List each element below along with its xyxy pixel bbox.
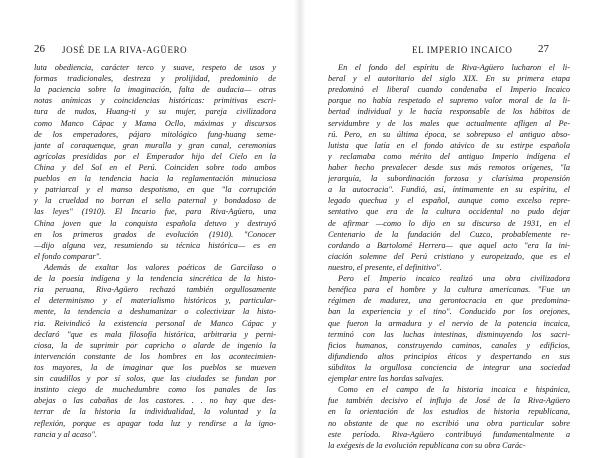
text-line: jerarquía, la subordinación forzosa y clarísima propensión <box>328 174 570 184</box>
text-line: en la orientación de los estudios de historia republicana, <box>328 407 570 417</box>
text-line: pueblos en la tendencia hacia la reglamentación minuciosa <box>34 174 276 184</box>
text-line: sentativo que era de la cultura occidental no pudo dejar <box>328 207 570 217</box>
text-line: fue también decisivo el influjo de José de la Riva-Agüero <box>328 396 570 406</box>
text-line: predominó el liberal cuando condenaba el Imperio Incaico <box>328 85 570 95</box>
text-line: y patriarcal y el manso despotismo, en que "la corrupción <box>34 185 276 195</box>
left-body-text <box>34 62 276 440</box>
text-line: como Manco Cápac y Mama Ocllo, máximas y discursos <box>34 118 276 128</box>
text-line: Además de exaltar los valores poéticos de Garcilaso o <box>44 262 276 272</box>
text-line: jante al coraquenque, gran muralla y gran canal, ceremonias <box>34 140 276 150</box>
text-line: servidumbre y de los males que actualmente afligen al Pe- <box>328 118 570 128</box>
text-line: abejas o las cabañas de los castores. . . no hay que des- <box>34 396 276 406</box>
text-line: haber hecho prevalecer desde sus más remotos orígenes, "la <box>328 162 570 172</box>
text-line: terrar de la historia la individualidad, la voluntad y la <box>34 407 276 417</box>
text-line: rú. Pero, en su última época, se sobrepuso el antiguo abso- <box>328 129 570 139</box>
text-line: notas anímicas y coincidencias históricas: primitivas escri- <box>34 96 276 106</box>
text-line: las leyes" (1910). El Incario fue, para Riva-Agüero, una <box>34 207 276 217</box>
text-line: China y del Sol en el Perú. Coinciden sobre todo ambos <box>34 162 276 172</box>
text-line: instinto ciego de muchedumbre como los panales de las <box>34 385 276 395</box>
text-line: China joven que la conquista española detuvo y destruyó <box>34 218 276 228</box>
text-line: difundiendo altos principios éticos y despertando en sus <box>328 351 570 361</box>
text-line: bertad individual y le hacía responsable de los hábitos de <box>328 107 570 117</box>
text-line: la paciencia sobre la imaginación, falta de audacia— otras <box>34 85 276 95</box>
text-line: en los primeros grados de evolución (1910). "Conocer <box>34 229 276 239</box>
text-line: beral y el autoritario del siglo XIX. En su primera etapa <box>328 74 570 84</box>
text-line: y la crueldad no borran el sello paternal y bondadoso de <box>34 196 276 206</box>
text-line: rancia y al acaso". <box>34 429 97 439</box>
text-line: —dijo alguna vez, resumiendo su técnica histórica— es en <box>34 240 276 250</box>
text-line: porque no había respetado el supremo valor moral de la li- <box>328 96 570 106</box>
text-line: ria peruana, Riva-Agüero rechazó también orgullosamente <box>34 285 276 295</box>
text-line: sin caudillos y por sí solos, que las ciudades se fundan por <box>34 374 276 384</box>
text-line: terminó con las luchas intestinas, disminuyendo los sacri- <box>328 329 570 339</box>
text-line: agrícolas presididas por el Emperador hijo del Cielo en la <box>34 151 276 161</box>
text-line: En el fondo del espíritu de Riva-Agüero lucharon el li- <box>338 63 570 72</box>
text-line: de la poesía indígena y la tendencia sincrética de la histo- <box>34 274 276 284</box>
text-line: ficios humanos, construyendo caminos, canales y edificios, <box>328 340 570 350</box>
text-line: Centenario de la fundación del Cuzco, probablemente re- <box>328 229 570 239</box>
text-line: a la autocracia". Fundió, así, íntimamente en su espíritu, el <box>328 185 570 195</box>
text-line: Pero el Imperio incaico realizó una obra civilizadora <box>338 274 570 284</box>
text-line: ejemplar entre las hordas salvajes. <box>328 374 444 384</box>
text-line: el determinismo y el materialismo históricos y, particular- <box>34 296 276 306</box>
text-line: benéfica para el hombre y la cultura americanas. "Fue un <box>328 285 570 295</box>
text-line: y reclamaba como mérito del antiguo Imperio indígena el <box>328 151 570 161</box>
text-line: lutista que latía en el fondo atávico de su estirpe española <box>328 140 570 150</box>
left-running-head: JOSÉ DE LA RIVA-AGÜERO <box>62 45 188 55</box>
text-line: formas tradicionales, destreza y prolijidad, predominio de <box>34 74 276 84</box>
text-line: la exégesis de la evolución republicana con su obra Carác- <box>328 440 526 450</box>
right-body-text <box>328 62 570 451</box>
right-running-head: EL IMPERIO INCAICO <box>412 45 513 55</box>
text-line: legado quechua y el español, aunque como excelso repre- <box>328 196 570 206</box>
text-line: este período. Riva-Agüero contribuyó fundamentalmente a <box>328 429 570 439</box>
right-page-number: 27 <box>538 43 549 55</box>
text-line: luta obediencia, carácter terco y suave, respeto de usos y <box>34 63 276 72</box>
text-line: Como en el campo de la historia incaica e hispánica, <box>338 385 570 395</box>
text-line: ciosa, la de suprimir por capricho o alarde de ingenio la <box>34 340 276 350</box>
text-line: que fueron la armadura y el nervio de la potencia incaica, <box>328 318 570 328</box>
text-line: ciación solemne del Perú cristiano y europeizado, que es el <box>328 251 570 261</box>
text-line: ban la experiencia y el tino". Conducido por los orejones, <box>328 307 570 317</box>
text-line: reflexión, porque es apagar toda luz y rendirse a la igno- <box>34 418 276 428</box>
left-page-number: 26 <box>34 43 45 55</box>
text-line: régimen de madurez, una gerontocracia en que predomina- <box>328 296 570 306</box>
text-line: declaró "que es mala filosofía histórica, arbitraria y perni- <box>34 329 276 339</box>
text-line: no obstante de que no escribió una obra particular sobre <box>328 418 570 428</box>
text-line: intervención constante de los hombres en los acontecimien- <box>34 351 276 361</box>
right-page <box>300 0 600 458</box>
text-line: cordando a Bartolomé Herrera— que aquel acto "era la ini- <box>328 240 570 250</box>
text-line: súbditos la orgullosa conciencia de integrar una sociedad <box>328 362 570 372</box>
text-line: ria. Reivindicó la existencia personal de Manco Cápac y <box>34 318 276 328</box>
text-line: de afirmar —como lo dijo en su discurso de 1931, en el <box>328 218 570 228</box>
text-line: de los emperadores, pájaro mitológico fung-huang seme- <box>34 129 276 139</box>
text-line: tos mayores, la de imaginar que los pueblos se mueven <box>34 362 276 372</box>
text-line: el fondo comparar". <box>34 251 102 261</box>
text-line: mente, la tendencia a deshumanizar o colectivizar la histo- <box>34 307 276 317</box>
text-line: nuestro, el presente, el definitivo". <box>328 262 442 272</box>
text-line: tura de nudos, Huang-ti y su mujer, pareja civilizadora <box>34 107 276 117</box>
